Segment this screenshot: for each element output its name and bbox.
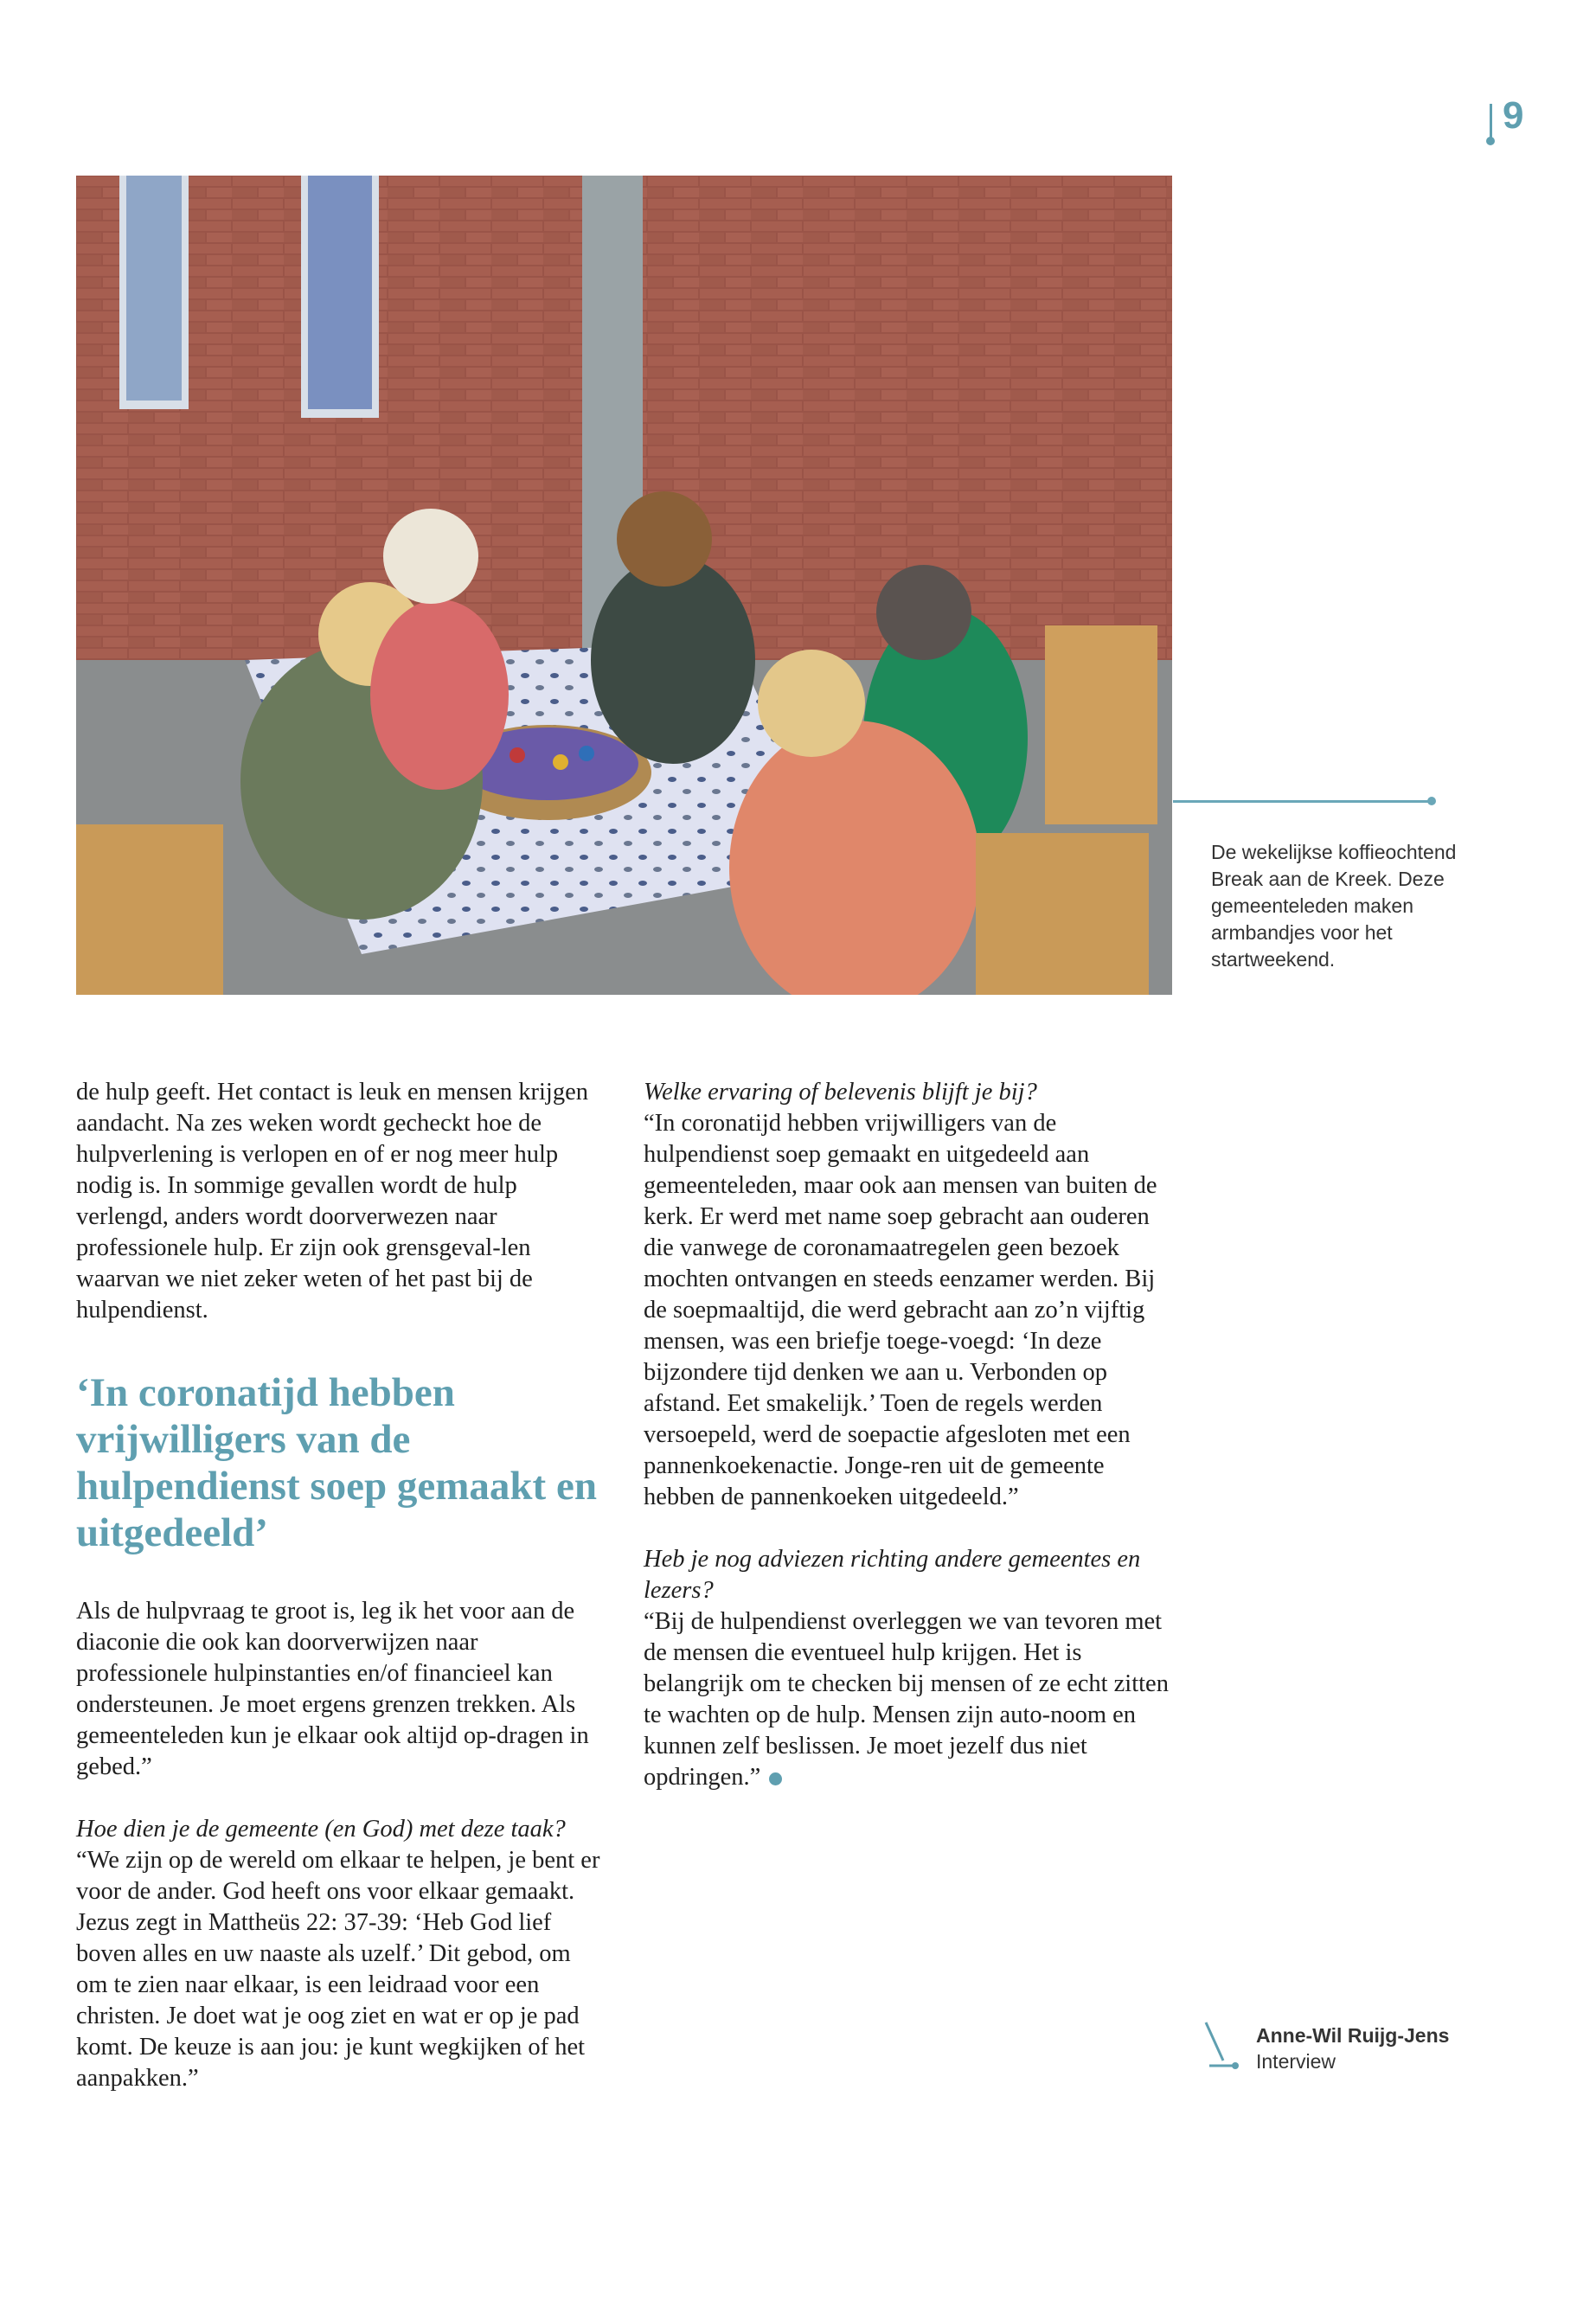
photo-illustration bbox=[76, 176, 1172, 995]
body-paragraph-last bbox=[644, 1606, 1171, 1793]
end-of-article-dot bbox=[769, 1772, 782, 1785]
left-column bbox=[76, 1077, 604, 2094]
body-paragraph: Als de hulpvraag te groot is, leg ik het voor aan de diaconie die ook kan doorverwijzen naar professionele hulpinstanties en/of financieel kan ondersteunen. Je moet ergens grenzen trekken. Als gemeenteleden kun je elkaar ook altijd op-dragen in gebed.” bbox=[76, 1598, 589, 1780]
article-photo bbox=[76, 176, 1172, 995]
interview-question: Hoe dien je de gemeente (en God) met deze taak? bbox=[76, 1816, 566, 1843]
closing-paragraph-text: “Bij de hulpendienst overleggen we van tevoren met de mensen die eventueel hulp krijgen. Het is belangrijk om te checken bij mensen of ze echt zitten te wachten op de hulp. Mensen zijn auto-noom en kunnen zelf beslissen. Je moet jezelf dus niet opdringen.” bbox=[644, 1608, 1169, 1791]
caption-connector-line bbox=[1173, 800, 1433, 803]
right-column bbox=[644, 1077, 1171, 1793]
body-paragraph: “We zijn op de wereld om elkaar te helpen, je bent er voor de ander. God heeft ons voor elkaar gemaakt. Jezus zegt in Mattheüs 22: 37-39: ‘Heb God lief boven alles en uw naaste als uzelf.’ Dit gebod, om om te zien naar elkaar, is een leidraad voor een christen. Je doet wat je oog ziet en wat er op je pad komt. De keuze is aan jou: je kunt wegkijken of het aanpakken.” bbox=[76, 1847, 600, 2092]
author-name: Anne-Wil Ruijg-Jens bbox=[1256, 2024, 1450, 2047]
page-number bbox=[1490, 94, 1524, 140]
page-number-marker bbox=[1490, 104, 1492, 140]
pull-quote: ‘In coronatijd hebben vrijwilligers van de hulpendienst soep gemaakt en uitgedeeld’ bbox=[76, 1370, 597, 1555]
byline bbox=[1211, 2022, 1449, 2074]
author-role: Interview bbox=[1256, 2050, 1336, 2073]
byline-pen-icon bbox=[1201, 2019, 1240, 2073]
body-paragraph: “In coronatijd hebben vrijwilligers van de hulpendienst soep gemaakt en uitgedeeld aan gemeenteleden, maar ook aan mensen van buiten de kerk. Er werd met name soep gebracht aan ouderen die vanwege de coronamaatregelen geen bezoek mochten ontvangen en steeds eenzamer werden. Bij de soepmaaltijd, die werd gebracht aan zo’n vijftig mensen, was een briefje toege-voegd: ‘In deze bijzondere tijd denken we aan u. Verbonden op afstand. Eet smakelijk.’ Toen de regels werden versoepeld, werd de soepactie afgesloten met een pannenkoekenactie. Jonge-ren uit de gemeente hebben de pannenkoeken uitgedeeld.” bbox=[644, 1110, 1157, 1510]
photo-caption: De wekelijkse koffieochtend Break aan de Kreek. Deze gemeenteleden maken armbandjes voor het startweekend. bbox=[1211, 841, 1457, 971]
interview-question: Heb je nog adviezen richting andere gemeentes en lezers? bbox=[644, 1546, 1141, 1604]
page-number-text: 9 bbox=[1503, 94, 1524, 137]
body-paragraph: de hulp geeft. Het contact is leuk en mensen krijgen aandacht. Na zes weken wordt gecheckt hoe de hulpverlening is verlopen en of er nog meer hulp nodig is. In sommige gevallen wordt de hulp verlengd, anders wordt doorverwezen naar professionele hulp. Er zijn ook grensgeval-len waarvan we niet zeker weten of het past bij de hulpendienst. bbox=[76, 1079, 588, 1324]
interview-question: Welke ervaring of belevenis blijft je bij? bbox=[644, 1079, 1037, 1106]
